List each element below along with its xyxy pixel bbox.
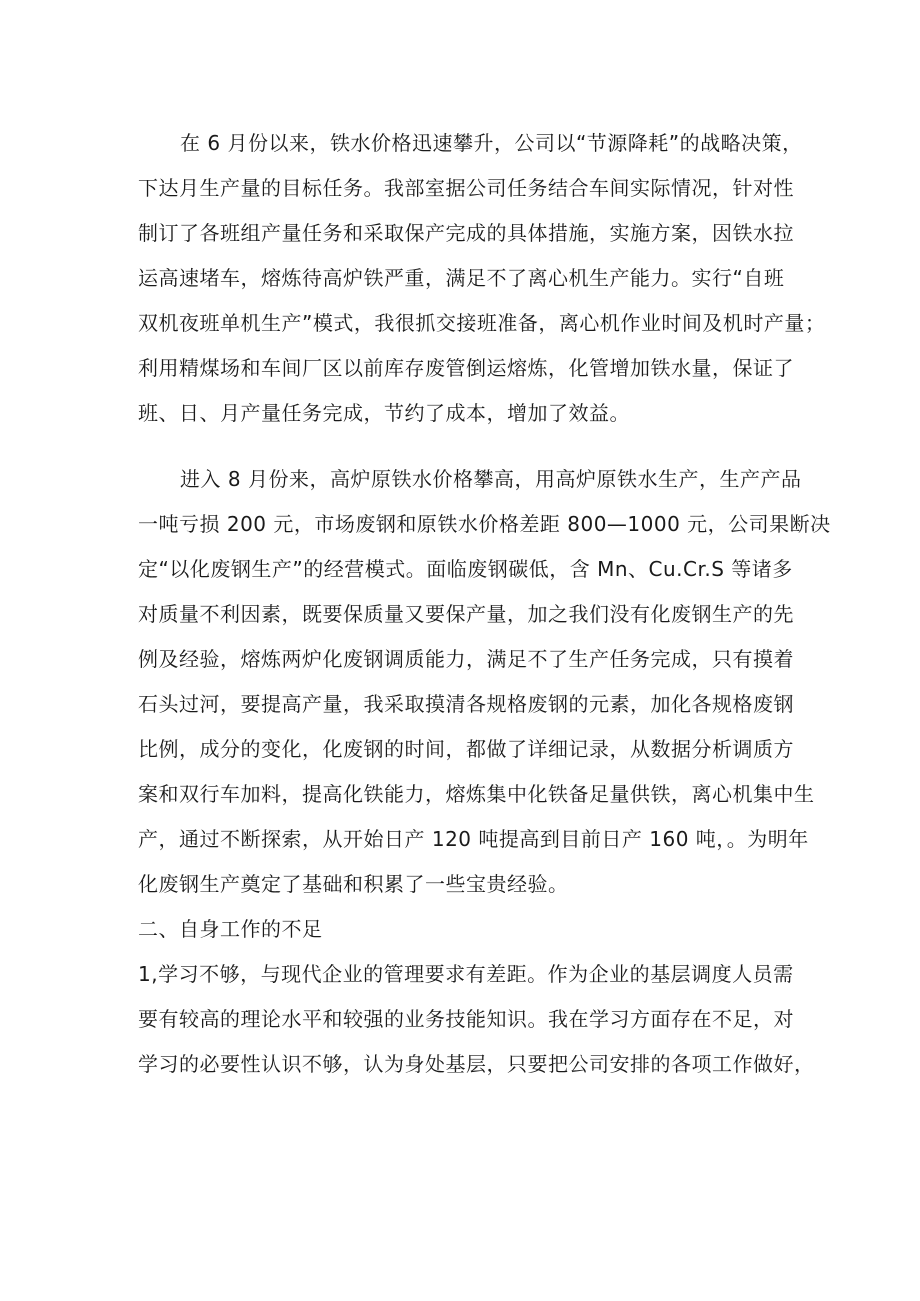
- paragraph-2-line-5: 例及经验，熔炼两炉化废钢调质能力，满足不了生产任务完成，只有摸着: [138, 647, 794, 671]
- paragraph-1-line-7: 班、日、月产量任务完成，节约了成本，增加了效益。: [138, 401, 630, 425]
- paragraph-1-line-2: 下达月生产量的目标任务。我部室据公司任务结合车间实际情况，针对性: [138, 176, 794, 200]
- paragraph-1-line-4: 运高速堵车，熔炼待高炉铁严重，满足不了离心机生产能力。实行“自班: [138, 266, 785, 290]
- paragraph-3-line-2: 要有较高的理论水平和较强的业务技能知识。我在学习方面存在不足，对: [138, 1007, 794, 1031]
- paragraph-2-line-3: 定“以化废钢生产”的经营模式。面临废钢碳低，含 Mn、Cu.Cr.S 等诸多: [138, 557, 793, 581]
- paragraph-1-line-1: 在 6 月份以来，铁水价格迅速攀升，公司以“节源降耗”的战略决策，: [180, 131, 803, 155]
- paragraph-2-line-2: 一吨亏损 200 元，市场废钢和原铁水价格差距 800—1000 元，公司果断决: [138, 512, 831, 536]
- paragraph-2-line-4: 对质量不利因素，既要保质量又要保产量，加之我们没有化废钢生产的先: [138, 602, 794, 626]
- paragraph-2-line-10: 化废钢生产奠定了基础和积累了一些宝贵经验。: [138, 872, 569, 896]
- paragraph-2-line-8: 案和双行车加料，提高化铁能力，熔炼集中化铁备足量供铁，离心机集中生: [138, 782, 815, 806]
- paragraph-1-line-6: 利用精煤场和车间厂区以前库存废管倒运熔炼，化管增加铁水量，保证了: [138, 356, 794, 380]
- paragraph-2-line-6: 石头过河，要提高产量，我采取摸清各规格废钢的元素，加化各规格废钢: [138, 692, 794, 716]
- paragraph-3-line-3: 学习的必要性认识不够，认为身处基层，只要把公司安排的各项工作做好，: [138, 1052, 815, 1076]
- paragraph-3-line-1: 1,学习不够，与现代企业的管理要求有差距。作为企业的基层调度人员需: [138, 962, 794, 986]
- paragraph-2-line-9: 产，通过不断探索，从开始日产 120 吨提高到目前日产 160 吨，。为明年: [138, 827, 809, 851]
- section-heading: 二、自身工作的不足: [138, 917, 323, 941]
- paragraph-2-line-7: 比例，成分的变化，化废钢的时间，都做了详细记录，从数据分析调质方: [138, 737, 794, 761]
- paragraph-1-line-3: 制订了各班组产量任务和采取保产完成的具体措施，实施方案，因铁水拉: [138, 221, 794, 245]
- paragraph-2-line-1: 进入 8 月份来，高炉原铁水价格攀高，用高炉原铁水生产，生产产品: [180, 467, 802, 491]
- paragraph-1-line-5: 双机夜班单机生产”模式，我很抓交接班准备，离心机作业时间及机时产量；: [138, 311, 826, 335]
